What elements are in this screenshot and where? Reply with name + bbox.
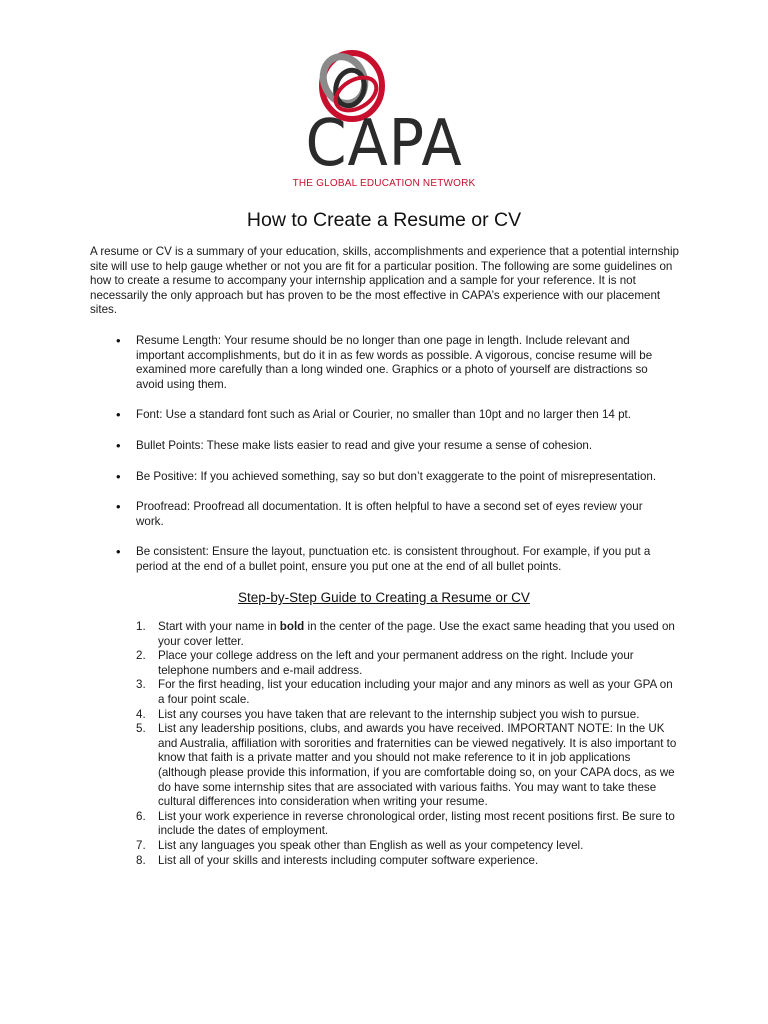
step-text: List any languages you speak other than English as well as your competency level. [158,838,584,852]
bullet-be-positive [136,470,672,485]
step-number: 5. [136,722,146,736]
step-number: 7. [136,838,146,852]
bullet-term: Be consistent: [136,545,209,558]
bullet-text: Use a standard font such as Arial or Courier, no smaller than 10pt and no larger then 14 pt. [162,408,631,421]
step-number: 8. [136,853,146,867]
bullet-term: Resume Length: [136,334,222,347]
bullet-term: Be Positive: [136,470,198,483]
step-item [0,708,678,723]
bullet-text: Ensure the layout, punctuation etc. is consistent throughout. For example, if you put a period at the end of a bullet point, ensure you put one at the end of all bullet points. [136,545,651,573]
step-number: 4. [136,707,146,721]
bullet-bullet-points [136,439,672,454]
capa-logo [0,50,768,195]
step-text: For the first heading, list your education including your major and any minors as well as your GPA on a four point scale. [158,678,673,706]
step-item [0,854,678,869]
step-number: 1. [136,620,146,633]
bullet-term: Proofread: [136,500,191,513]
intro-paragraph: A resume or CV is a summary of your education, skills, accomplishments and experience that a potential internship site will use to help gauge whether or not you are fit for a particular position. The following are some guidelines on how to create a resume to accompany your internship application and a sample for your reference. It is not necessarily the only approach but has proven to be the most effective in CAPA’s experience with our placement sites. [90,245,679,317]
step-item [0,678,678,707]
step-item [0,810,678,839]
step-number: 6. [136,809,146,823]
bullet-resume-length [136,334,672,392]
bullet-font [136,408,672,423]
step-bold-text: bold [279,620,305,633]
bullet-be-consistent [136,545,672,574]
step-text: List any courses you have taken that are relevant to the internship subject you wish to pursue. [158,707,640,721]
step-text-cont: In the UK and Australia, affiliation with sororities and fraternities can be viewed negatively. It is also important to know that faith is a private matter and you should not make reference to it in job applications (although please provide this information, if you are comfortable doing so, on your CAPA docs, as we do have some internship sites that are associated with various faiths. You may want to take these cultural differences into consideration when writing your resume. [158,722,677,809]
step-item [0,839,678,854]
bullet-text: If you achieved something, say so but don’t exaggerate to the point of misrepresentation. [197,470,657,483]
steps-list [0,620,768,868]
step-text: List your work experience in reverse chronological order, listing most recent positions first. Be sure to include the dates of employment. [158,809,675,838]
bullet-text: Proofread all documentation. It is often helpful to have a second set of eyes review your work. [136,500,643,528]
guide-heading: Step-by-Step Guide to Creating a Resume or CV [238,590,530,605]
step-number: 2. [136,649,146,663]
bullet-term: Bullet Points: [136,439,204,452]
step-text: Start with your name in [158,620,280,633]
logo-wordmark: CAPA [305,107,463,181]
step-number: 3. [136,678,146,692]
step-important-note: IMPORTANT NOTE: [507,722,613,736]
step-item [0,649,678,678]
bullet-text: These make lists easier to read and give your resume a sense of cohesion. [203,439,593,452]
step-text: List all of your skills and interests including computer software experience. [158,853,539,867]
step-text: List any leadership positions, clubs, and awards you have received. [158,722,508,736]
logo-tagline: THE GLOBAL EDUCATION NETWORK [292,178,476,189]
bullet-text: Your resume should be no longer than one page in length. Include relevant and important accomplishments, but do it in as few words as possible. A vigorous, concise resume will be examined more carefully than a long winded one. Graphics or a photo of yourself are distractions so avoid using them. [136,334,653,391]
step-item [0,722,678,810]
step-text-cont: in the center of the page. Use the exact same heading that you used on your cover letter. [158,620,675,648]
bullet-proofread [136,500,672,529]
step-item [0,620,678,649]
page-title: How to Create a Resume or CV [246,209,522,231]
step-text: Place your college address on the left and your permanent address on the right. Include your telephone numbers and e-mail address. [158,649,634,677]
bullet-term: Font: [136,408,163,421]
